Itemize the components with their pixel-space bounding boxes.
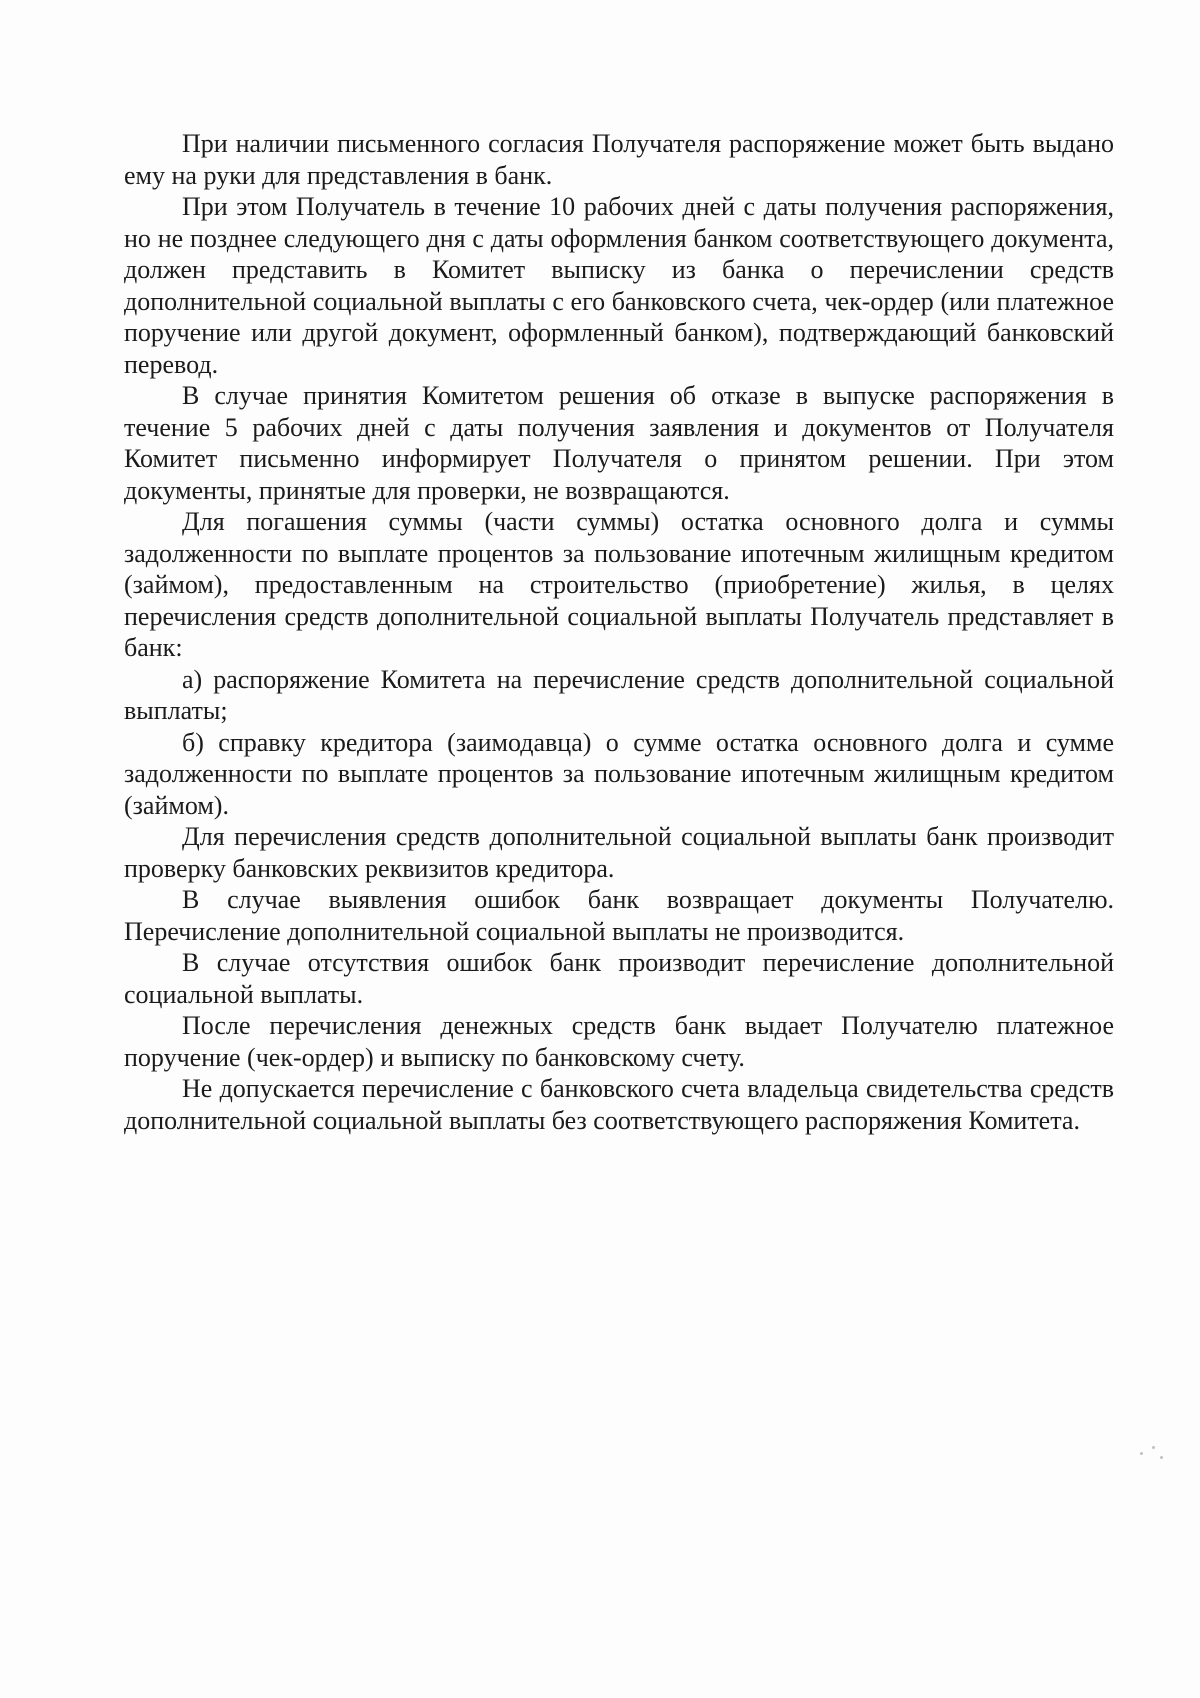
paragraph-bank-verification: Для перечисления средств дополнительной социальной выплаты банк производит проверку банковских реквизитов кредитора. bbox=[124, 822, 1114, 883]
scan-speck bbox=[1160, 1456, 1163, 1459]
list-item-a: а) распоряжение Комитета на перечисление средств дополнительной социальной выплаты; bbox=[124, 664, 1114, 725]
paragraph-written-consent: При наличии письменного согласия Получателя распоряжение может быть выдано ему на руки для представления в банк. bbox=[124, 129, 1114, 190]
paragraph-after-transfer: После перечисления денежных средств банк выдает Получателю платежное поручение (чек-ордер) и выписку по банковскому счету. bbox=[124, 1011, 1114, 1072]
paragraph-no-errors: В случае отсутствия ошибок банк производит перечисление дополнительной социальной выплаты. bbox=[124, 948, 1114, 1009]
paragraph-prohibition: Не допускается перечисление с банковского счета владельца свидетельства средств дополнительной социальной выплаты без соответствующего распоряжения Комитета. bbox=[124, 1074, 1114, 1135]
paragraph-debt-repayment: Для погашения суммы (части суммы) остатка основного долга и суммы задолженности по выплате процентов за пользование ипотечным жилищным кредитом (займом), предоставленным на строительство (приобретение) жилья, в целях перечисления средств дополнительной социальной выплаты Получатель представляет в банк: bbox=[124, 507, 1114, 662]
paragraph-errors-found: В случае выявления ошибок банк возвращает документы Получателю. Перечисление дополнительной социальной выплаты не производится. bbox=[124, 885, 1114, 946]
paragraph-recipient-obligation: При этом Получатель в течение 10 рабочих дней с даты получения распоряжения, но не позднее следующего дня с даты оформления банком соответствующего документа, должен представить в Комитет выписку из банка о перечислении средств дополнительной социальной выплаты с его банковского счета, чек-ордер (или платежное поручение или другой документ, оформленный банком), подтверждающий банковский перевод. bbox=[124, 192, 1114, 379]
scan-speck bbox=[1152, 1446, 1155, 1449]
paragraph-refusal-decision: В случае принятия Комитетом решения об отказе в выпуске распоряжения в течение 5 рабочих дней с даты получения заявления и документов от Получателя Комитет письменно информирует Получателя о принятом решении. При этом документы, принятые для проверки, не возвращаются. bbox=[124, 381, 1114, 505]
list-item-b: б) справку кредитора (заимодавца) о сумме остатка основного долга и сумме задолженности по выплате процентов за пользование ипотечным жилищным кредитом (займом). bbox=[124, 727, 1114, 820]
scan-speck bbox=[1140, 1452, 1143, 1455]
document-body bbox=[124, 128, 1114, 1136]
